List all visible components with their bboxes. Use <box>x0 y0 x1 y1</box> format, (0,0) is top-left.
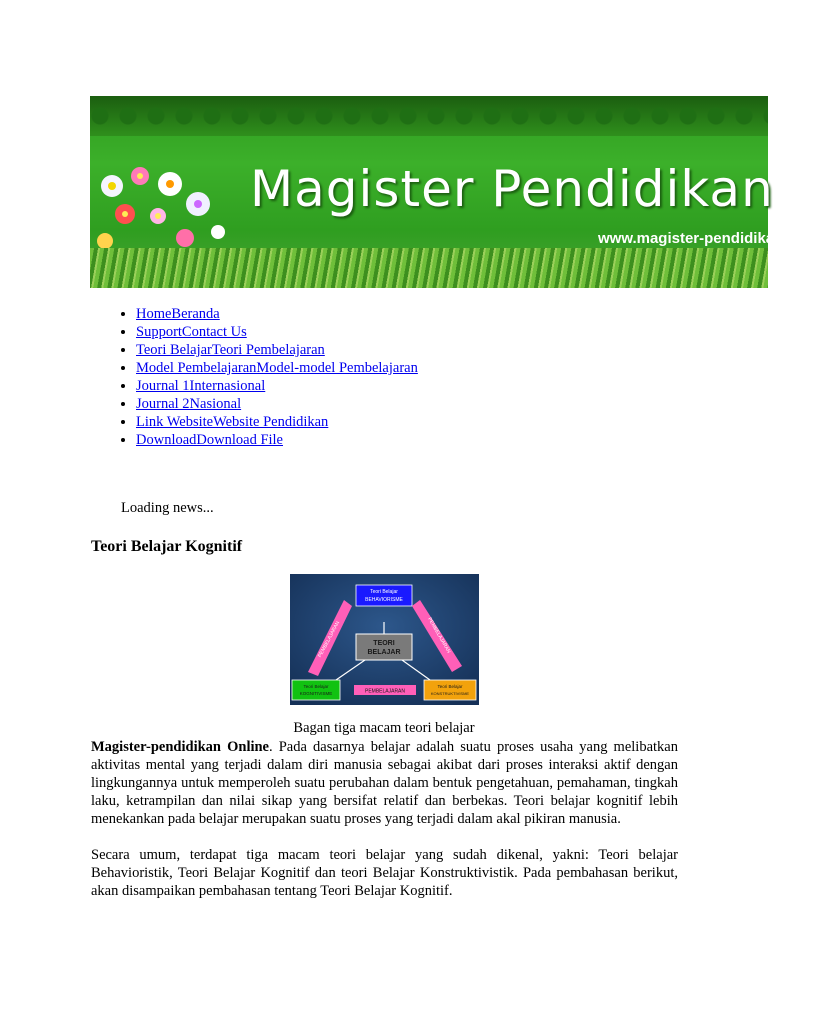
grass-decoration <box>90 248 768 288</box>
nav-link-journal-1[interactable]: Journal 1Internasional <box>136 378 266 394</box>
header-banner <box>90 96 818 288</box>
paragraph-2: Secara umum, terdapat tiga macam teori belajar yang sudah dikenal, yakni: Teori belajar Behavioristik, Teori Belajar Kognitif dan teori Belajar Konstruktivistik. Pada pembahasan berikut, akan disampaikan pembahasan tentang Teori Belajar Kognitif. <box>91 847 678 899</box>
post-title: Teori Belajar Kognitif <box>91 538 243 555</box>
vine-decoration <box>90 96 768 136</box>
nav-link-model-pembelajaran[interactable]: Model PembelajaranModel-model Pembelajaran <box>136 360 418 376</box>
nav-item <box>136 359 418 377</box>
nav-link-teori-belajar[interactable]: Teori BelajarTeori Pembelajaran <box>136 342 325 358</box>
nav-link-journal-2[interactable]: Journal 2Nasional <box>136 396 242 412</box>
nav-item <box>136 305 418 323</box>
nav-item <box>136 341 418 359</box>
bottom-label: PEMBELAJARAN <box>364 688 406 695</box>
right-box-line2: KONSTRUKTIVISME <box>430 691 470 696</box>
nav-item <box>136 431 418 449</box>
nav-link-home[interactable]: HomeBeranda <box>136 306 220 322</box>
left-box-line1: Teori Belajar <box>303 684 329 689</box>
right-arrow-label: PEMBELAJARAN <box>426 616 452 655</box>
banner-title: Magister Pendidikan <box>250 160 774 218</box>
right-box-line1: Teori Belajar <box>437 684 463 689</box>
nav-item <box>136 395 418 413</box>
nav-item <box>136 323 418 341</box>
center-line2: BELAJAR <box>367 649 401 656</box>
teori-belajar-diagram <box>290 574 479 705</box>
nav-link-support[interactable]: SupportContact Us <box>136 324 247 340</box>
paragraph-1 <box>91 738 678 828</box>
left-arrow-label: PEMBELAJARAN <box>317 620 342 659</box>
nav-list <box>114 305 418 449</box>
nav-item <box>136 413 418 431</box>
right-box <box>424 680 476 700</box>
center-box <box>356 634 412 660</box>
top-box-line2: BEHAVIORISME <box>365 597 403 603</box>
left-box <box>292 680 340 700</box>
figure-caption: Bagan tiga macam teori belajar <box>293 720 475 736</box>
banner-url: www.magister-pendidikan.com <box>598 230 818 247</box>
loading-news-text: Loading news... <box>121 500 214 516</box>
nav-item <box>136 377 418 395</box>
lead-bold: Magister-pendidikan Online <box>91 739 269 755</box>
post-body <box>91 738 678 918</box>
top-box-line1: Teori Belajar <box>370 589 398 595</box>
paragraph-1-text: . Pada dasarnya belajar adalah suatu proses usaha yang melibatkan aktivitas mental yang terjadi dalam diri manusia sebagai akibat dari proses interaksi aktif dengan lingkungannya untuk memperoleh suatu perubahan dalam bentuk pengetahuan, pemahaman, tingkah laku, ketrampilan dan nilai sikap yang bersifat relatif dan berbekas. Teori belajar kognitif lebih menekankan pada belajar merupakan suatu proses yang terjadi dalam akal pikiran manusia. <box>91 739 678 827</box>
center-line1: TEORI <box>373 640 395 647</box>
nav-link-download[interactable]: DownloadDownload File <box>136 432 283 448</box>
left-box-line2: KOGNITIVISME <box>299 691 333 696</box>
nav-link-link-website[interactable]: Link WebsiteWebsite Pendidikan <box>136 414 329 430</box>
